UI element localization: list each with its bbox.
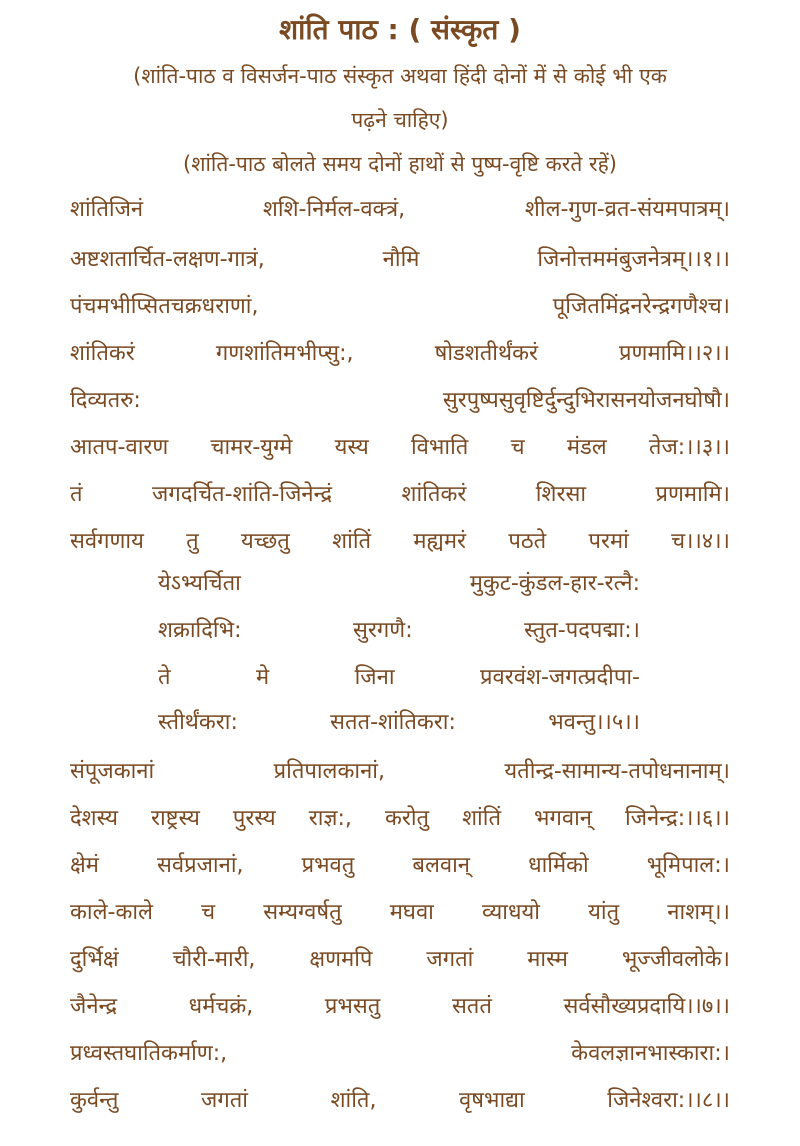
verse-word: स्तुत-पदपद्मा:। [524,618,640,643]
verse-line [158,703,640,743]
verse-word: क्षणमपि [309,947,373,972]
verse-word: संपूजकानां [70,759,155,784]
verse-word: चामर-युग्मे [210,435,293,460]
verse-word: तेज:।।३।। [648,435,730,460]
verse-line [70,381,730,421]
page-title: शांति पाठ : ( संस्कृत ) [279,13,521,46]
verse-word: धर्मचक्रं, [188,994,254,1019]
verse-line [70,893,730,933]
verse-word: मुकुट-कुंडल-हार-रत्नै: [469,571,640,596]
verse-word: शशि-निर्मल-वक्त्रं, [262,197,406,222]
verse-word: आतप-वारण [70,435,169,460]
verse-word: नाशम्।। [667,900,730,925]
verse-word: भवन्तु।।५।। [548,710,640,735]
verse-word: शांतिं [462,806,501,831]
verse-word: च [510,435,525,460]
verse-line [70,1081,730,1121]
verse-word: देशस्य [70,806,118,831]
verse-word: तु [186,529,199,554]
verse-line [70,846,730,886]
verse-word: धार्मिको [528,853,589,878]
verse-word: जगदर्चित-शांति-जिनेन्द्रं [152,482,333,507]
verse-word: प्रणमामि।।२।। [619,341,730,366]
verse-line [70,987,730,1027]
verse-word: गणशांतिमभीप्सु:, [215,341,354,366]
verse-word: जिनेन्द्र:।।६।। [625,806,730,831]
verse-word: यतीन्द्र-सामान्य-तपोधनानाम्। [504,759,730,784]
verse-line [70,475,730,515]
verse-word: यांतु [588,900,620,925]
verse-word: सर्वसौख्यप्रदायि।।७।। [563,994,730,1019]
verse-word: नौमि [382,247,420,272]
verse-word: सतत-शांतिकरा: [330,710,456,735]
verse-word: काले-काले [70,900,153,925]
verse-word: च [201,900,216,925]
verse-line [70,190,730,230]
instruction-note-line-3: (शांति-पाठ बोलते समय दोनों हाथों से पुष्प-वृष्टि करते रहें) [183,152,617,176]
verse-word: मास्म [527,947,568,972]
verse-word: सम्यग्वर्षतु [263,900,342,925]
verse-word: करोतु [384,806,430,831]
verse-word: मंडल [566,435,607,460]
verse-word: शांतिकरं [70,341,135,366]
verse-word: विभाति [410,435,469,460]
verse-word: यस्य [334,435,369,460]
verse-word: शांतिजिनं [70,197,144,222]
verse-word: चौरी-मारी, [172,947,256,972]
verse-line [70,334,730,374]
verse-line [158,611,640,651]
verse-line [158,564,640,604]
verse-word: सर्वप्रजानां, [156,853,244,878]
verse-word: कुर्वन्तु [70,1088,119,1113]
verse-word: ते [158,665,171,690]
verse-word: केवलज्ञानभास्कारा:। [571,1041,730,1066]
instruction-note-line-2: पढ़ने चाहिए) [351,108,449,132]
verse-line [70,940,730,980]
verse-word: जिनोत्तममंबुजनेत्रम्।।१।। [537,247,730,272]
verse-word: च।।४।। [671,529,730,554]
verse-word: षोडशतीर्थंकरं [434,341,538,366]
verse-word: भूमिपाल:। [646,853,730,878]
verse-word: भगवान् [534,806,593,831]
verse-word: प्रध्वस्तघातिकर्माण:, [70,1041,228,1066]
verse-word: मह्यमरं [413,529,467,554]
verse-word: दिव्यतरु: [70,388,141,413]
verse-word: भूज्जीवलोके। [621,947,730,972]
verse-word: जिनेश्वरा:।।८।। [607,1088,730,1113]
verse-word: जिना [354,665,395,690]
verse-word: व्याधयो [482,900,540,925]
verse-word: परमां [588,529,629,554]
verse-word: तं [70,482,83,507]
verse-word: वृषभाद्या [459,1088,525,1113]
verse-word: राज्ञ:, [308,806,352,831]
verse-word: अष्टशतार्चित-लक्षण-गात्रं, [70,247,265,272]
verse-word: जगतां [426,947,474,972]
verse-word: बलवान् [412,853,471,878]
verse-word: सर्वगणाय [70,529,144,554]
verse-word: मे [256,665,270,690]
verse-word: प्रभसतु [324,994,381,1019]
verse-word: मघवा [389,900,434,925]
verse-line [70,522,730,562]
verse-line [70,428,730,468]
verse-word: जगतां [201,1088,248,1113]
verse-word: शांति, [330,1088,377,1113]
verse-word: सुरपुष्पसुवृष्टिर्दुन्दुभिरासनयोजनघोषौ। [442,388,730,413]
instruction-note-line-1: (शांति-पाठ व विसर्जन-पाठ संस्कृत अथवा हिंदी दोनों में से कोई भी एक [133,64,667,88]
verse-word: पठते [508,529,547,554]
verse-line [70,287,730,327]
verse-word: सुरगणै: [353,618,413,643]
verse-line [70,752,730,792]
verse-word: जैनेन्द्र [70,994,118,1019]
verse-word: दुर्भिक्षं [70,947,119,972]
verse-word: क्षेमं [70,853,99,878]
verse-word: शांतिकरं [401,482,467,507]
verse-line [70,799,730,839]
verse-word: येऽभ्यर्चिता [158,571,241,596]
verse-word: राष्ट्रस्य [150,806,200,831]
verse-word: शांतिं [332,529,372,554]
verse-word: शील-गुण-व्रत-संयमपात्रम्। [524,197,730,222]
verse-word: पूजितमिंद्रनरेन्द्रगणैश्च। [552,294,730,319]
verse-word: यच्छतु [241,529,290,554]
verse-line [70,1034,730,1074]
verse-word: प्रतिपालकानां, [273,759,385,784]
verse-word: प्रणमामि। [655,482,730,507]
verse-word: पंचमभीप्सितचक्रधराणां, [70,294,259,319]
verse-line [70,240,730,280]
verse-word: शिरसा [535,482,587,507]
verse-word: प्रभवतु [301,853,355,878]
verse-word: प्रवरवंश-जगत्प्रदीपा- [480,665,640,690]
verse-line [158,658,640,698]
verse-word: सततं [451,994,492,1019]
verse-word: पुरस्य [232,806,276,831]
verse-word: स्तीर्थंकरा: [158,710,238,735]
verse-word: शक्रादिभि: [158,618,242,643]
